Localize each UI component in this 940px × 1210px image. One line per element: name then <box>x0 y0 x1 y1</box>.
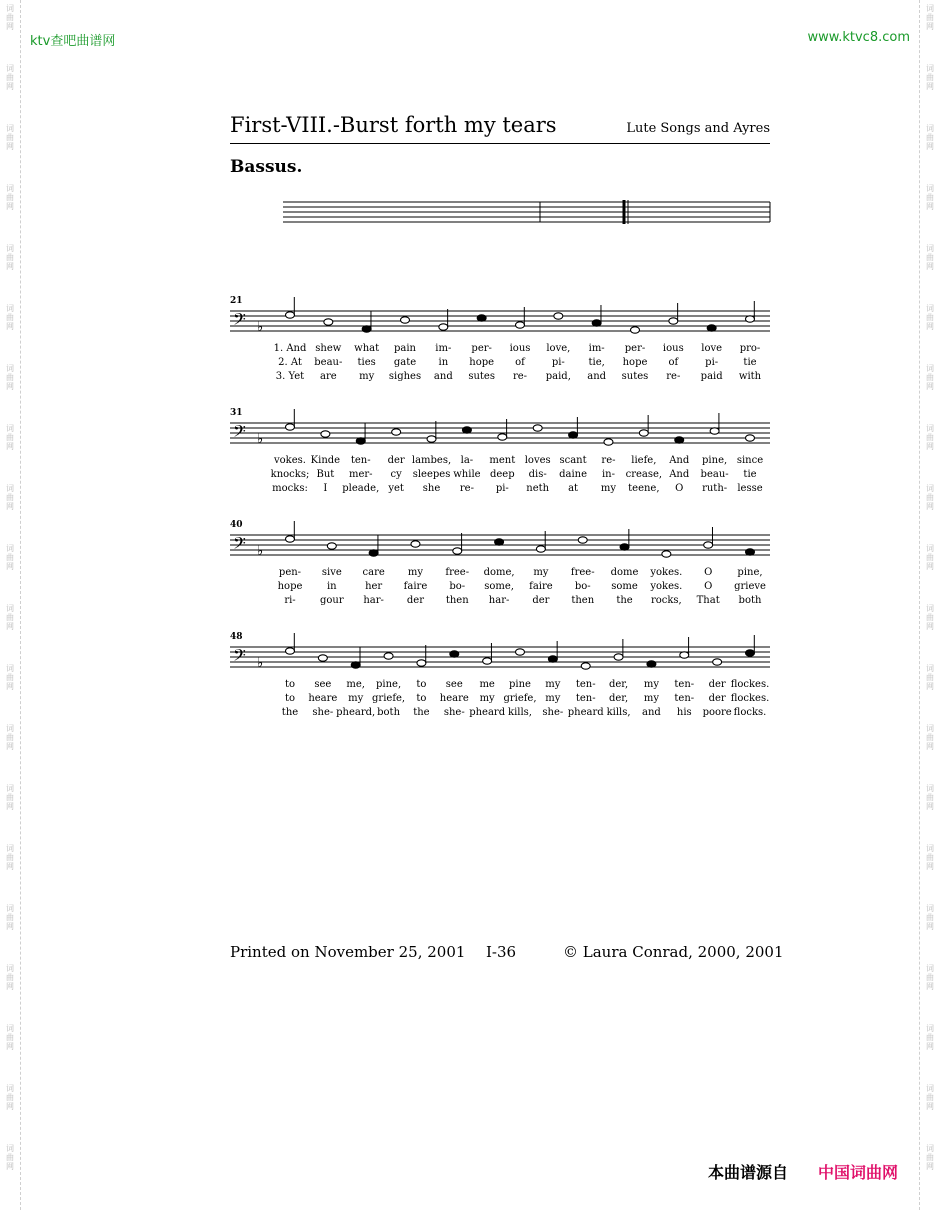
lyric-syllable: to <box>416 679 427 690</box>
lyric-syllable: im- <box>435 343 452 354</box>
note-head <box>324 319 333 325</box>
watermark-text: 词 曲 网 <box>926 364 934 391</box>
lyric-syllable: That <box>696 595 720 606</box>
note-head <box>462 427 471 433</box>
watermark-text: 词 曲 网 <box>926 484 934 511</box>
lyric-syllable: ious <box>662 343 684 354</box>
watermark-text: 词 曲 网 <box>6 1084 14 1111</box>
lyric-syllable: har- <box>488 595 510 606</box>
watermark-text: 词 曲 网 <box>6 604 14 631</box>
bass-clef-icon: 𝄢 <box>233 645 246 669</box>
note-head <box>356 438 365 444</box>
lyric-syllable: der <box>708 679 726 690</box>
watermark-text: 词 曲 网 <box>926 664 934 691</box>
lyric-syllable: flocks. <box>733 707 767 718</box>
lyric-syllable: with <box>738 371 762 382</box>
watermark-text: 词 曲 网 <box>6 784 14 811</box>
watermark-text: 词 曲 网 <box>6 964 14 991</box>
lyric-syllable: O <box>704 567 713 578</box>
watermark-text: 词 曲 网 <box>926 784 934 811</box>
lyric-syllable: daine <box>559 469 588 480</box>
watermark-text: 词 曲 网 <box>6 904 14 931</box>
note-head <box>439 324 448 330</box>
note-head <box>516 649 525 655</box>
watermark-text: 词 曲 网 <box>926 964 934 991</box>
measure-number: 40 <box>230 520 243 530</box>
lyric-syllable: tie <box>743 357 757 368</box>
lyric-syllable: ten- <box>575 693 596 704</box>
lyric-syllable: pi- <box>705 357 719 368</box>
lyric-syllable: kills, <box>606 707 631 718</box>
note-head <box>704 542 713 548</box>
watermark-text: 词 曲 网 <box>926 904 934 931</box>
lyric-syllable: since <box>736 455 764 466</box>
note-head <box>450 651 459 657</box>
note-head <box>417 660 426 666</box>
lyric-syllable: faire <box>529 581 553 592</box>
lyric-syllable: care <box>362 567 385 578</box>
lyric-syllable: der <box>406 595 425 606</box>
lyric-syllable: in <box>326 581 337 592</box>
lyric-syllable: my <box>479 693 495 704</box>
watermark-text: 词 曲 网 <box>926 1084 934 1111</box>
note-head <box>321 431 330 437</box>
watermark-text: 词 曲 网 <box>6 484 14 511</box>
lyric-syllable: der, <box>608 679 629 690</box>
lyric-syllable: la- <box>460 455 474 466</box>
lyric-syllable: my <box>348 693 364 704</box>
lyric-syllable: sutes <box>468 371 495 382</box>
header-site-url[interactable]: www.ktvc8.com <box>807 30 910 45</box>
note-head <box>614 654 623 660</box>
lyric-syllable: deep <box>489 469 515 480</box>
note-head <box>639 430 648 436</box>
note-head <box>592 320 601 326</box>
note-head <box>669 318 678 324</box>
note-head <box>351 662 360 668</box>
note-head <box>384 653 393 659</box>
lyric-syllable: sive <box>321 567 342 578</box>
lyric-syllable: and <box>587 371 607 382</box>
lyric-syllable: the <box>281 707 299 718</box>
lyric-syllable: loves <box>524 455 551 466</box>
lyric-syllable: pro- <box>739 343 761 354</box>
lyric-syllable: she- <box>542 707 564 718</box>
lyric-syllable: grieve <box>734 581 766 592</box>
lyric-syllable: But <box>316 469 335 480</box>
lyric-syllable: see <box>445 679 463 690</box>
lyric-syllable: 3. Yet <box>275 371 305 382</box>
note-head <box>327 543 336 549</box>
lyric-syllable: heare <box>439 693 469 704</box>
lyric-syllable: shew <box>315 343 342 354</box>
watermark-text: 词 曲 网 <box>926 1024 934 1051</box>
lyric-syllable: my <box>600 483 617 494</box>
lyric-syllable: while <box>453 469 481 480</box>
print-date: Printed on November 25, 2001 <box>230 943 466 961</box>
lyric-syllable: me, <box>346 679 366 690</box>
lyric-syllable: yet <box>388 483 404 494</box>
lyric-syllable: free- <box>570 567 595 578</box>
lyric-syllable: pain <box>393 343 417 354</box>
watermark-text: 词 曲 网 <box>926 124 934 151</box>
note-head <box>746 316 755 322</box>
lyric-syllable: pine, <box>376 679 402 690</box>
lyric-syllable: to <box>284 679 296 690</box>
lyric-syllable: my <box>643 679 659 690</box>
note-head <box>318 655 327 661</box>
lyric-syllable: rocks, <box>650 595 682 606</box>
watermark-text: 词 曲 网 <box>6 124 14 151</box>
lyric-syllable: ten- <box>575 679 596 690</box>
watermark-text: 词 曲 网 <box>6 304 14 331</box>
lyric-syllable: my <box>533 567 549 578</box>
note-head <box>620 544 629 550</box>
note-head <box>286 536 295 542</box>
lyric-syllable: teene, <box>628 483 660 494</box>
lyric-syllable: re- <box>601 455 616 466</box>
lyric-syllable: pi- <box>551 357 565 368</box>
lyric-syllable: der <box>387 455 405 466</box>
watermark-text: 词 曲 网 <box>6 844 14 871</box>
watermark-text: 词 曲 网 <box>926 544 934 571</box>
lyric-syllable: both <box>377 707 401 718</box>
lyric-syllable: and <box>433 371 453 382</box>
note-head <box>392 429 401 435</box>
lyric-syllable: she- <box>443 707 465 718</box>
watermark-text: 词 曲 网 <box>926 4 934 31</box>
lyric-syllable: pi- <box>495 483 509 494</box>
lyric-syllable: my <box>407 567 424 578</box>
lyric-syllable: in <box>438 357 449 368</box>
watermark-text: 词 曲 网 <box>926 304 934 331</box>
note-head <box>680 652 689 658</box>
note-head <box>710 428 719 434</box>
measure-number: 21 <box>230 296 243 306</box>
lyric-syllable: at <box>568 483 579 494</box>
lyric-syllable: sleepes <box>412 469 451 480</box>
note-head <box>477 315 486 321</box>
note-head <box>536 546 545 552</box>
lyric-syllable: see <box>314 679 332 690</box>
incipit-staff <box>283 200 770 224</box>
lyric-syllable: scant <box>559 455 587 466</box>
lyric-syllable: per- <box>471 343 492 354</box>
lyric-syllable: re- <box>512 371 528 382</box>
lyric-syllable: Kinde <box>310 455 341 466</box>
lyric-syllable: pine, <box>702 455 728 466</box>
note-head <box>286 424 295 430</box>
lyric-syllable: tie, <box>588 357 605 368</box>
lyric-syllable: her <box>365 581 383 592</box>
lyric-syllable: vokes. <box>274 455 306 466</box>
lyric-syllable: flockes. <box>730 679 770 690</box>
watermark-text: 词 曲 网 <box>926 604 934 631</box>
lyric-syllable: sutes <box>621 371 649 382</box>
lyric-syllable: pen- <box>278 567 302 578</box>
watermark-text: 词 曲 网 <box>6 364 14 391</box>
note-head <box>569 432 578 438</box>
song-title: First-VIII.-Burst forth my tears <box>230 113 557 137</box>
lyric-syllable: ten- <box>350 455 371 466</box>
watermark-text: 词 曲 网 <box>6 544 14 571</box>
lyric-syllable: then <box>571 595 595 606</box>
lyric-syllable: pine, <box>737 567 763 578</box>
lyric-syllable: pheard <box>567 707 604 718</box>
lyric-syllable: my <box>643 693 659 704</box>
lyric-syllable: sighes <box>388 371 422 382</box>
lyric-syllable: der <box>708 693 726 704</box>
note-head <box>548 656 557 662</box>
watermark-text: 词 曲 网 <box>926 1144 934 1171</box>
lyric-syllable: my <box>545 679 561 690</box>
measure-number: 31 <box>230 408 243 418</box>
bass-clef-icon: 𝄢 <box>233 309 246 333</box>
lyric-syllable: ties <box>357 357 376 368</box>
lyric-syllable: paid, <box>545 371 571 382</box>
lyric-syllable: to <box>284 693 296 704</box>
part-name: Bassus. <box>230 157 303 177</box>
note-head <box>662 551 671 557</box>
watermark-text: 词 曲 网 <box>6 64 14 91</box>
bass-clef-icon: 𝄢 <box>233 533 246 557</box>
lyric-syllable: gour <box>319 595 344 606</box>
note-head <box>746 650 755 656</box>
note-head <box>746 549 755 555</box>
watermark-text: 词 曲 网 <box>926 424 934 451</box>
note-head <box>675 437 684 443</box>
note-head <box>713 659 722 665</box>
flat-icon: ♭ <box>257 544 264 559</box>
lyric-syllable: the <box>616 595 633 606</box>
lyric-syllable: ment <box>489 455 516 466</box>
note-head <box>647 661 656 667</box>
lyric-syllable: my <box>545 693 561 704</box>
lyric-syllable: kills, <box>508 707 532 718</box>
note-head <box>516 322 525 328</box>
lyric-syllable: to <box>416 693 427 704</box>
lyric-syllable: hope <box>622 357 648 368</box>
lyric-syllable: she- <box>312 707 334 718</box>
flat-icon: ♭ <box>257 432 264 447</box>
lyric-syllable: re- <box>459 483 474 494</box>
note-head <box>362 326 371 332</box>
lyric-syllable: O <box>704 581 713 592</box>
lyric-syllable: tie <box>743 469 757 480</box>
watermark-text: 词 曲 网 <box>6 724 14 751</box>
watermark-text: 词 曲 网 <box>926 184 934 211</box>
lyric-syllable: yokes. <box>650 567 683 578</box>
note-head <box>286 312 295 318</box>
lyric-syllable: gate <box>393 357 417 368</box>
lyric-syllable: me <box>479 679 495 690</box>
lyric-syllable: har- <box>363 595 384 606</box>
lyric-syllable: beau- <box>700 469 729 480</box>
lyric-syllable: paid <box>700 371 723 382</box>
note-head <box>604 439 613 445</box>
watermark-text: 词 曲 网 <box>6 424 14 451</box>
lyric-syllable: in- <box>601 469 615 480</box>
copyright: © Laura Conrad, 2000, 2001 <box>563 943 784 961</box>
lyric-syllable: crease, <box>625 469 663 480</box>
lyric-syllable: griefe, <box>372 693 406 704</box>
note-head <box>453 548 462 554</box>
lyric-syllable: dis- <box>528 469 547 480</box>
lyric-syllable: and <box>642 707 661 718</box>
lyric-syllable: faire <box>403 581 428 592</box>
lyric-syllable: cy <box>390 469 402 480</box>
lyric-syllable: griefe, <box>503 693 537 704</box>
watermark-text: 词 曲 网 <box>6 244 14 271</box>
note-head <box>483 658 492 664</box>
watermark-text: 词 曲 网 <box>6 1024 14 1051</box>
lyric-syllable: der, <box>608 693 629 704</box>
lyric-syllable: poore <box>702 707 732 718</box>
flat-icon: ♭ <box>257 656 264 671</box>
lyric-syllable: both <box>738 595 762 606</box>
lyric-syllable: der <box>532 595 550 606</box>
lyric-syllable: are <box>319 371 337 382</box>
lyric-syllable: pheard <box>469 707 506 718</box>
note-head <box>401 317 410 323</box>
lyric-syllable: pine <box>509 679 531 690</box>
lyric-syllable: 2. At <box>278 357 302 368</box>
lyric-syllable: I <box>323 483 328 494</box>
lyric-syllable: And <box>669 455 690 466</box>
lyric-syllable: then <box>445 595 469 606</box>
lyric-syllable: knocks; <box>270 469 310 480</box>
lyric-syllable: of <box>668 357 679 368</box>
collection-name: Lute Songs and Ayres <box>626 121 770 136</box>
note-head <box>427 436 436 442</box>
lyric-syllable: flockes. <box>730 693 770 704</box>
lyric-syllable: mer- <box>348 469 373 480</box>
measure-number: 48 <box>230 632 243 642</box>
header-site-name[interactable]: ktv查吧曲谱网 <box>30 34 116 49</box>
note-head <box>746 435 755 441</box>
lyric-syllable: O <box>675 483 684 494</box>
lyric-syllable: some <box>611 581 638 592</box>
note-head <box>286 648 295 654</box>
lyric-syllable: she <box>422 483 441 494</box>
source-site[interactable]: 中国词曲网 <box>818 1163 899 1182</box>
lyric-syllable: dome <box>610 567 639 578</box>
watermark-text: 词 曲 网 <box>926 844 934 871</box>
lyric-syllable: liefe, <box>631 455 657 466</box>
lyric-syllable: beau- <box>314 357 343 368</box>
lyric-syllable: my <box>359 371 375 382</box>
lyric-syllable: pheard, <box>336 707 376 718</box>
lyric-syllable: dome, <box>483 567 515 578</box>
note-head <box>498 434 507 440</box>
lyric-syllable: ruth- <box>702 483 728 494</box>
lyric-syllable: lambes, <box>411 455 452 466</box>
lyric-syllable: re- <box>666 371 681 382</box>
lyric-syllable: ten- <box>674 679 695 690</box>
lyric-syllable: ious <box>509 343 531 354</box>
lyric-syllable: per- <box>624 343 646 354</box>
watermark-text: 词 曲 网 <box>6 1144 14 1171</box>
note-head <box>495 539 504 545</box>
lyric-syllable: bo- <box>449 581 466 592</box>
lyric-syllable: what <box>354 343 380 354</box>
note-head <box>369 550 378 556</box>
lyric-syllable: 1. And <box>273 343 307 354</box>
note-head <box>707 325 716 331</box>
lyric-syllable: love, <box>546 343 571 354</box>
flat-icon: ♭ <box>257 320 264 335</box>
lyric-syllable: of <box>515 357 525 368</box>
watermark-text: 词 曲 网 <box>6 184 14 211</box>
lyric-syllable: the <box>413 707 430 718</box>
watermark-text: 词 曲 网 <box>926 244 934 271</box>
page-number: I-36 <box>486 943 517 961</box>
lyric-syllable: ri- <box>284 595 296 606</box>
lyric-syllable: mocks: <box>272 483 308 494</box>
watermark-text: 词 曲 网 <box>926 64 934 91</box>
lyric-syllable: hope <box>469 357 495 368</box>
note-head <box>411 541 420 547</box>
note-head <box>631 327 640 333</box>
lyric-syllable: pleade, <box>342 483 380 494</box>
lyric-syllable: free- <box>445 567 470 578</box>
lyric-syllable: ten- <box>674 693 695 704</box>
lyric-syllable: his <box>676 707 692 718</box>
note-head <box>578 537 587 543</box>
note-head <box>554 313 563 319</box>
watermark-text: 词 曲 网 <box>6 664 14 691</box>
watermark-text: 词 曲 网 <box>926 724 934 751</box>
lyric-syllable: love <box>701 343 723 354</box>
lyric-syllable: hope <box>277 581 303 592</box>
lyric-syllable: yokes. <box>650 581 683 592</box>
bass-clef-icon: 𝄢 <box>233 421 246 445</box>
lyric-syllable: And <box>669 469 690 480</box>
lyric-syllable: neth <box>526 483 550 494</box>
lyric-syllable: heare <box>308 693 338 704</box>
note-head <box>533 425 542 431</box>
lyric-syllable: im- <box>588 343 605 354</box>
source-label: 本曲谱源自 <box>708 1163 789 1182</box>
lyric-syllable: some, <box>484 581 514 592</box>
note-head <box>581 663 590 669</box>
watermark-text: 词 曲 网 <box>6 4 14 31</box>
lyric-syllable: lesse <box>737 483 763 494</box>
lyric-syllable: bo- <box>574 581 591 592</box>
